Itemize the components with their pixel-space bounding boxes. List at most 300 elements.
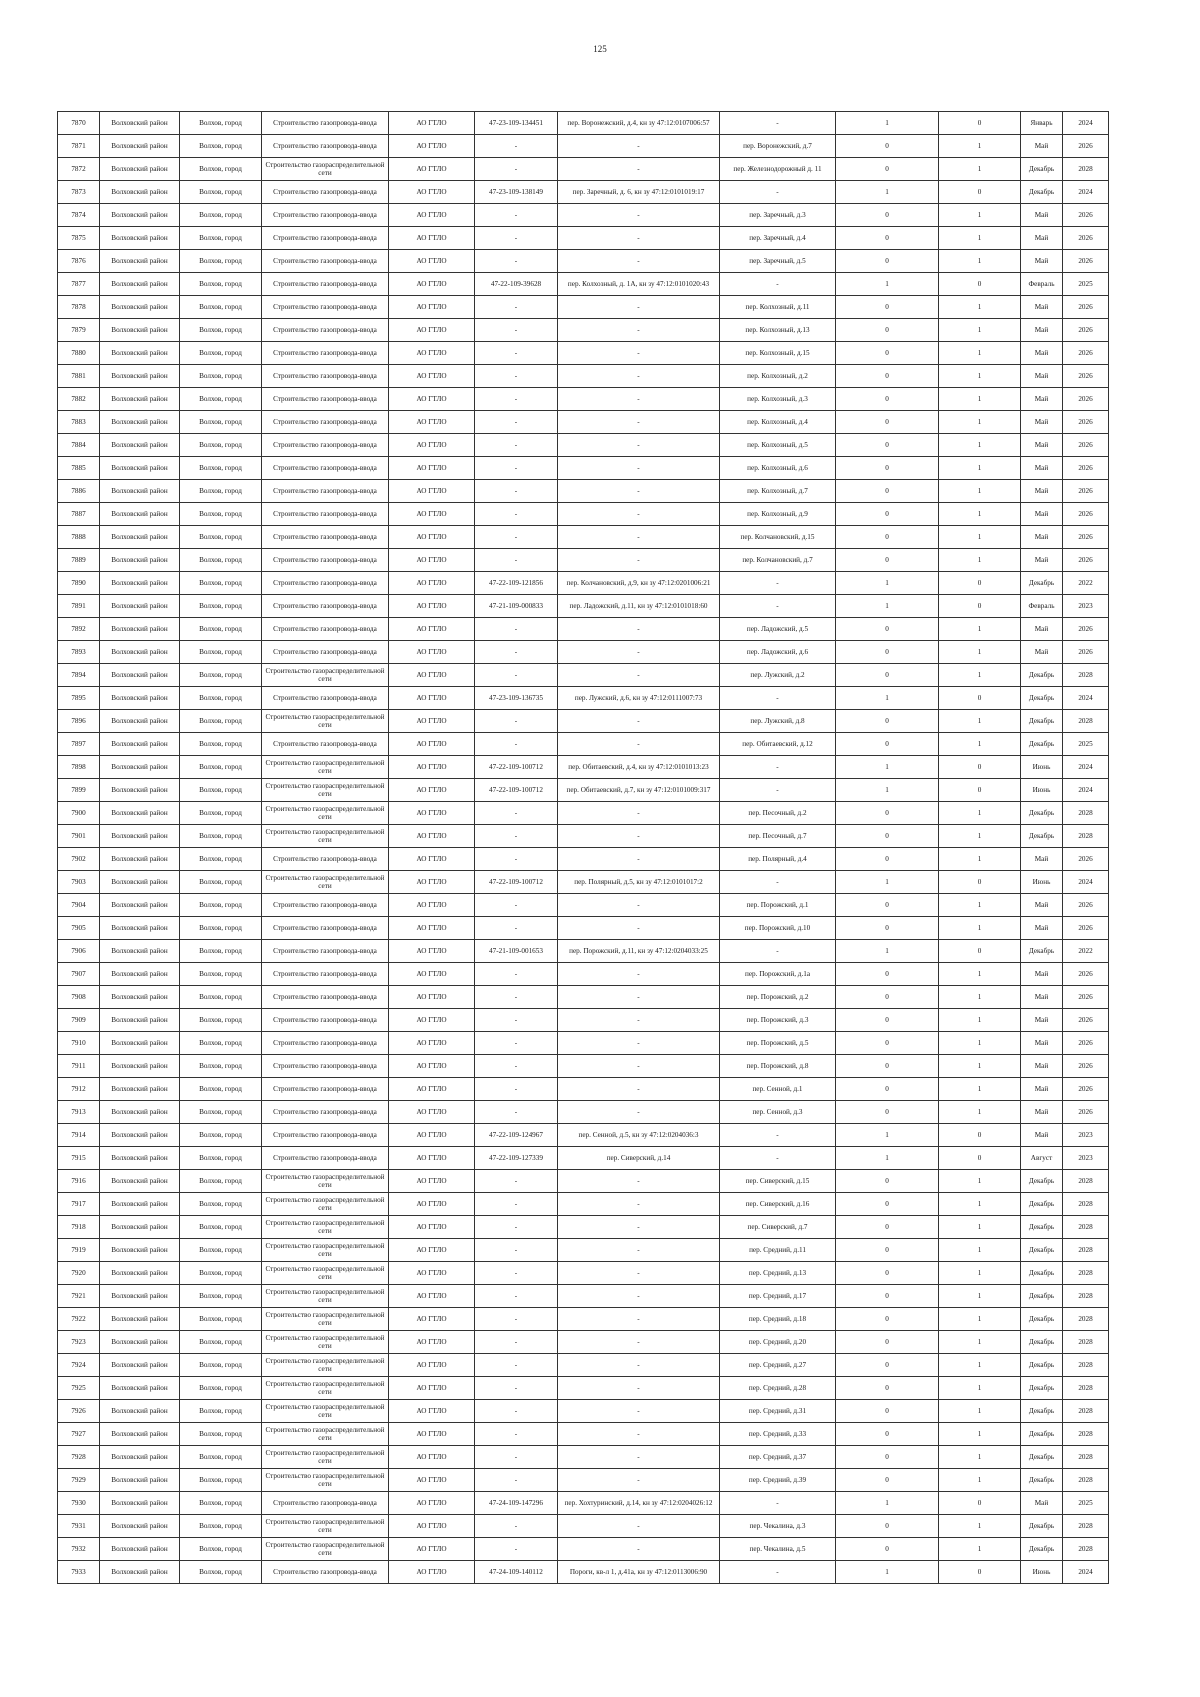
object-address-cell: - <box>558 618 720 641</box>
settlement-cell: Волхов, город <box>180 779 262 802</box>
organization-cell: АО ГТЛО <box>389 986 475 1009</box>
planned-address-cell: пер. Ладожский, д.6 <box>720 641 836 664</box>
contract-number-cell: - <box>475 1377 558 1400</box>
organization-cell: АО ГТЛО <box>389 1331 475 1354</box>
planned-count-cell: 1 <box>939 319 1021 342</box>
planned-address-cell: пер. Средний, д.17 <box>720 1285 836 1308</box>
settlement-cell: Волхов, город <box>180 1193 262 1216</box>
object-address-cell: - <box>558 1262 720 1285</box>
planned-address-cell: пер. Средний, д.31 <box>720 1400 836 1423</box>
work-type-cell: Строительство газопровода-ввода <box>262 1032 389 1055</box>
contract-number-cell: - <box>475 1515 558 1538</box>
row-number-cell: 7916 <box>58 1170 100 1193</box>
settlement-cell: Волхов, город <box>180 917 262 940</box>
contract-number-cell: - <box>475 963 558 986</box>
district-cell: Волховский район <box>100 1446 180 1469</box>
organization-cell: АО ГТЛО <box>389 871 475 894</box>
planned-count-cell: 0 <box>939 940 1021 963</box>
district-cell: Волховский район <box>100 848 180 871</box>
planned-count-cell: 1 <box>939 1032 1021 1055</box>
year-cell: 2022 <box>1063 940 1109 963</box>
year-cell: 2028 <box>1063 1308 1109 1331</box>
planned-count-cell: 0 <box>939 1492 1021 1515</box>
planned-address-cell: пер. Средний, д.11 <box>720 1239 836 1262</box>
month-cell: Февраль <box>1021 595 1063 618</box>
table-row <box>58 342 1109 365</box>
month-cell: Июнь <box>1021 779 1063 802</box>
settlement-cell: Волхов, город <box>180 940 262 963</box>
planned-count-cell: 1 <box>939 1078 1021 1101</box>
work-type-cell: Строительство газопровода-ввода <box>262 549 389 572</box>
row-number-cell: 7912 <box>58 1078 100 1101</box>
object-address-cell: пер. Ладожский, д.11, кн зу 47:12:0101018:60 <box>558 595 720 618</box>
table-row <box>58 733 1109 756</box>
district-cell: Волховский район <box>100 802 180 825</box>
row-number-cell: 7884 <box>58 434 100 457</box>
organization-cell: АО ГТЛО <box>389 1446 475 1469</box>
district-cell: Волховский район <box>100 1377 180 1400</box>
row-number-cell: 7926 <box>58 1400 100 1423</box>
year-cell: 2026 <box>1063 917 1109 940</box>
table-row <box>58 1285 1109 1308</box>
month-cell: Декабрь <box>1021 1331 1063 1354</box>
connected-count-cell: 1 <box>836 779 939 802</box>
contract-number-cell: - <box>475 411 558 434</box>
object-address-cell: - <box>558 1101 720 1124</box>
month-cell: Май <box>1021 1124 1063 1147</box>
year-cell: 2028 <box>1063 1262 1109 1285</box>
work-type-cell: Строительство газораспределительной сети <box>262 802 389 825</box>
settlement-cell: Волхов, город <box>180 1492 262 1515</box>
district-cell: Волховский район <box>100 250 180 273</box>
planned-address-cell: пер. Порожский, д.3 <box>720 1009 836 1032</box>
table-row <box>58 963 1109 986</box>
planned-address-cell: пер. Порожский, д.1 <box>720 894 836 917</box>
connected-count-cell: 1 <box>836 756 939 779</box>
table-row <box>58 641 1109 664</box>
organization-cell: АО ГТЛО <box>389 1101 475 1124</box>
month-cell: Декабрь <box>1021 687 1063 710</box>
object-address-cell: пер. Заречный, д. 6, кн зу 47:12:0101019:17 <box>558 181 720 204</box>
district-cell: Волховский район <box>100 733 180 756</box>
row-number-cell: 7928 <box>58 1446 100 1469</box>
planned-address-cell: пер. Средний, д.18 <box>720 1308 836 1331</box>
organization-cell: АО ГТЛО <box>389 1377 475 1400</box>
object-address-cell: - <box>558 917 720 940</box>
connected-count-cell: 0 <box>836 1078 939 1101</box>
connected-count-cell: 0 <box>836 1193 939 1216</box>
year-cell: 2028 <box>1063 1423 1109 1446</box>
contract-number-cell: 47-21-109-001653 <box>475 940 558 963</box>
planned-count-cell: 1 <box>939 1216 1021 1239</box>
work-type-cell: Строительство газопровода-ввода <box>262 963 389 986</box>
year-cell: 2026 <box>1063 342 1109 365</box>
object-address-cell: - <box>558 986 720 1009</box>
row-number-cell: 7920 <box>58 1262 100 1285</box>
organization-cell: АО ГТЛО <box>389 894 475 917</box>
year-cell: 2026 <box>1063 549 1109 572</box>
settlement-cell: Волхов, город <box>180 411 262 434</box>
month-cell: Май <box>1021 296 1063 319</box>
object-address-cell: - <box>558 319 720 342</box>
contract-number-cell: - <box>475 1331 558 1354</box>
district-cell: Волховский район <box>100 112 180 135</box>
organization-cell: АО ГТЛО <box>389 434 475 457</box>
district-cell: Волховский район <box>100 1400 180 1423</box>
planned-address-cell: пер. Заречный, д.4 <box>720 227 836 250</box>
object-address-cell: - <box>558 549 720 572</box>
organization-cell: АО ГТЛО <box>389 1055 475 1078</box>
work-type-cell: Строительство газораспределительной сети <box>262 158 389 181</box>
row-number-cell: 7931 <box>58 1515 100 1538</box>
contract-number-cell: - <box>475 135 558 158</box>
connected-count-cell: 0 <box>836 250 939 273</box>
district-cell: Волховский район <box>100 1285 180 1308</box>
organization-cell: АО ГТЛО <box>389 112 475 135</box>
table-row <box>58 802 1109 825</box>
district-cell: Волховский район <box>100 296 180 319</box>
table-row <box>58 1216 1109 1239</box>
work-type-cell: Строительство газопровода-ввода <box>262 917 389 940</box>
connected-count-cell: 0 <box>836 1262 939 1285</box>
district-cell: Волховский район <box>100 779 180 802</box>
connected-count-cell: 0 <box>836 1469 939 1492</box>
district-cell: Волховский район <box>100 1515 180 1538</box>
row-number-cell: 7885 <box>58 457 100 480</box>
planned-address-cell: - <box>720 572 836 595</box>
settlement-cell: Волхов, город <box>180 664 262 687</box>
table-row <box>58 1469 1109 1492</box>
planned-address-cell: пер. Средний, д.37 <box>720 1446 836 1469</box>
work-type-cell: Строительство газораспределительной сети <box>262 1446 389 1469</box>
planned-count-cell: 0 <box>939 779 1021 802</box>
object-address-cell: пер. Сиверский, д.14 <box>558 1147 720 1170</box>
planned-address-cell: пер. Заречный, д.3 <box>720 204 836 227</box>
contract-number-cell: - <box>475 1216 558 1239</box>
organization-cell: АО ГТЛО <box>389 1492 475 1515</box>
settlement-cell: Волхов, город <box>180 1331 262 1354</box>
planned-count-cell: 0 <box>939 871 1021 894</box>
settlement-cell: Волхов, город <box>180 733 262 756</box>
table-row <box>58 1492 1109 1515</box>
object-address-cell: пер. Обитаевский, д.4, кн зу 47:12:0101013:23 <box>558 756 720 779</box>
year-cell: 2026 <box>1063 986 1109 1009</box>
planned-address-cell: - <box>720 1147 836 1170</box>
work-type-cell: Строительство газораспределительной сети <box>262 1354 389 1377</box>
settlement-cell: Волхов, город <box>180 1354 262 1377</box>
month-cell: Май <box>1021 480 1063 503</box>
connected-count-cell: 0 <box>836 710 939 733</box>
row-number-cell: 7924 <box>58 1354 100 1377</box>
connected-count-cell: 1 <box>836 181 939 204</box>
month-cell: Май <box>1021 1492 1063 1515</box>
connected-count-cell: 0 <box>836 664 939 687</box>
connected-count-cell: 0 <box>836 1377 939 1400</box>
planned-address-cell: пер. Порожский, д.5 <box>720 1032 836 1055</box>
year-cell: 2028 <box>1063 825 1109 848</box>
year-cell: 2026 <box>1063 296 1109 319</box>
row-number-cell: 7876 <box>58 250 100 273</box>
year-cell: 2026 <box>1063 1078 1109 1101</box>
table-row <box>58 1377 1109 1400</box>
row-number-cell: 7893 <box>58 641 100 664</box>
organization-cell: АО ГТЛО <box>389 1124 475 1147</box>
year-cell: 2026 <box>1063 963 1109 986</box>
object-address-cell: - <box>558 1331 720 1354</box>
connected-count-cell: 0 <box>836 1216 939 1239</box>
connected-count-cell: 0 <box>836 641 939 664</box>
month-cell: Декабрь <box>1021 825 1063 848</box>
connected-count-cell: 0 <box>836 1170 939 1193</box>
planned-address-cell: - <box>720 1124 836 1147</box>
contract-number-cell: - <box>475 1446 558 1469</box>
work-type-cell: Строительство газопровода-ввода <box>262 1055 389 1078</box>
table-row <box>58 273 1109 296</box>
month-cell: Декабрь <box>1021 1538 1063 1561</box>
month-cell: Февраль <box>1021 273 1063 296</box>
settlement-cell: Волхов, город <box>180 1561 262 1584</box>
table-row <box>58 1262 1109 1285</box>
organization-cell: АО ГТЛО <box>389 1193 475 1216</box>
work-type-cell: Строительство газопровода-ввода <box>262 204 389 227</box>
year-cell: 2026 <box>1063 848 1109 871</box>
organization-cell: АО ГТЛО <box>389 848 475 871</box>
work-type-cell: Строительство газораспределительной сети <box>262 1193 389 1216</box>
planned-address-cell: - <box>720 871 836 894</box>
month-cell: Май <box>1021 1078 1063 1101</box>
table-row <box>58 526 1109 549</box>
district-cell: Волховский район <box>100 664 180 687</box>
planned-count-cell: 1 <box>939 1308 1021 1331</box>
settlement-cell: Волхов, город <box>180 572 262 595</box>
district-cell: Волховский район <box>100 894 180 917</box>
district-cell: Волховский район <box>100 572 180 595</box>
row-number-cell: 7882 <box>58 388 100 411</box>
month-cell: Декабрь <box>1021 572 1063 595</box>
work-type-cell: Строительство газораспределительной сети <box>262 1538 389 1561</box>
connected-count-cell: 0 <box>836 963 939 986</box>
row-number-cell: 7879 <box>58 319 100 342</box>
contract-number-cell: - <box>475 227 558 250</box>
connected-count-cell: 0 <box>836 1285 939 1308</box>
row-number-cell: 7902 <box>58 848 100 871</box>
contract-number-cell: - <box>475 319 558 342</box>
district-cell: Волховский район <box>100 1239 180 1262</box>
planned-address-cell: пер. Колчановский, д.15 <box>720 526 836 549</box>
planned-address-cell: пер. Песочный, д.7 <box>720 825 836 848</box>
settlement-cell: Волхов, город <box>180 135 262 158</box>
work-type-cell: Строительство газопровода-ввода <box>262 342 389 365</box>
planned-address-cell: пер. Колхозный, д.7 <box>720 480 836 503</box>
year-cell: 2028 <box>1063 710 1109 733</box>
settlement-cell: Волхов, город <box>180 687 262 710</box>
year-cell: 2026 <box>1063 250 1109 273</box>
district-cell: Волховский район <box>100 1423 180 1446</box>
month-cell: Декабрь <box>1021 1262 1063 1285</box>
table-row <box>58 687 1109 710</box>
district-cell: Волховский район <box>100 1147 180 1170</box>
work-type-cell: Строительство газопровода-ввода <box>262 273 389 296</box>
contract-number-cell: - <box>475 825 558 848</box>
row-number-cell: 7913 <box>58 1101 100 1124</box>
object-address-cell: - <box>558 1308 720 1331</box>
planned-count-cell: 1 <box>939 503 1021 526</box>
object-address-cell: пер. Воронежский, д.4, кн зу 47:12:0107006:57 <box>558 112 720 135</box>
organization-cell: АО ГТЛО <box>389 388 475 411</box>
planned-count-cell: 1 <box>939 1193 1021 1216</box>
contract-number-cell: - <box>475 1078 558 1101</box>
row-number-cell: 7904 <box>58 894 100 917</box>
contract-number-cell: 47-24-109-140112 <box>475 1561 558 1584</box>
object-address-cell: - <box>558 457 720 480</box>
object-address-cell: - <box>558 664 720 687</box>
object-address-cell: - <box>558 733 720 756</box>
table-row <box>58 181 1109 204</box>
row-number-cell: 7898 <box>58 756 100 779</box>
object-address-cell: - <box>558 503 720 526</box>
month-cell: Май <box>1021 250 1063 273</box>
organization-cell: АО ГТЛО <box>389 250 475 273</box>
object-address-cell: - <box>558 641 720 664</box>
year-cell: 2028 <box>1063 1377 1109 1400</box>
row-number-cell: 7871 <box>58 135 100 158</box>
district-cell: Волховский район <box>100 1492 180 1515</box>
contract-number-cell: - <box>475 1055 558 1078</box>
work-type-cell: Строительство газораспределительной сети <box>262 1423 389 1446</box>
settlement-cell: Волхов, город <box>180 250 262 273</box>
planned-count-cell: 1 <box>939 1446 1021 1469</box>
planned-address-cell: пер. Чекалина, д.5 <box>720 1538 836 1561</box>
planned-count-cell: 1 <box>939 549 1021 572</box>
month-cell: Декабрь <box>1021 1423 1063 1446</box>
object-address-cell: пер. Лужский, д.6, кн зу 47:12:0111007:73 <box>558 687 720 710</box>
organization-cell: АО ГТЛО <box>389 1239 475 1262</box>
planned-count-cell: 1 <box>939 388 1021 411</box>
planned-count-cell: 1 <box>939 848 1021 871</box>
planned-count-cell: 1 <box>939 1331 1021 1354</box>
table-row <box>58 1009 1109 1032</box>
row-number-cell: 7895 <box>58 687 100 710</box>
connected-count-cell: 0 <box>836 388 939 411</box>
connected-count-cell: 0 <box>836 342 939 365</box>
planned-count-cell: 1 <box>939 1285 1021 1308</box>
planned-count-cell: 1 <box>939 365 1021 388</box>
contract-number-cell: - <box>475 1239 558 1262</box>
district-cell: Волховский район <box>100 595 180 618</box>
planned-count-cell: 1 <box>939 641 1021 664</box>
month-cell: Декабрь <box>1021 1446 1063 1469</box>
planned-address-cell: пер. Средний, д.20 <box>720 1331 836 1354</box>
table-row <box>58 986 1109 1009</box>
district-cell: Волховский район <box>100 342 180 365</box>
work-type-cell: Строительство газораспределительной сети <box>262 825 389 848</box>
district-cell: Волховский район <box>100 549 180 572</box>
object-address-cell: пер. Полярный, д.5, кн зу 47:12:0101017:2 <box>558 871 720 894</box>
organization-cell: АО ГТЛО <box>389 940 475 963</box>
connected-count-cell: 0 <box>836 480 939 503</box>
district-cell: Волховский район <box>100 526 180 549</box>
organization-cell: АО ГТЛО <box>389 1400 475 1423</box>
district-cell: Волховский район <box>100 917 180 940</box>
connected-count-cell: 0 <box>836 1308 939 1331</box>
object-address-cell: - <box>558 802 720 825</box>
organization-cell: АО ГТЛО <box>389 802 475 825</box>
district-cell: Волховский район <box>100 687 180 710</box>
row-number-cell: 7908 <box>58 986 100 1009</box>
district-cell: Волховский район <box>100 963 180 986</box>
object-address-cell: - <box>558 1446 720 1469</box>
contract-number-cell: - <box>475 250 558 273</box>
work-type-cell: Строительство газораспределительной сети <box>262 1469 389 1492</box>
settlement-cell: Волхов, город <box>180 1101 262 1124</box>
month-cell: Май <box>1021 342 1063 365</box>
connected-count-cell: 1 <box>836 1492 939 1515</box>
planned-address-cell: пер. Средний, д.28 <box>720 1377 836 1400</box>
contract-number-cell: - <box>475 296 558 319</box>
planned-count-cell: 1 <box>939 250 1021 273</box>
contract-number-cell: 47-23-109-136735 <box>475 687 558 710</box>
row-number-cell: 7917 <box>58 1193 100 1216</box>
planned-count-cell: 1 <box>939 1400 1021 1423</box>
month-cell: Май <box>1021 526 1063 549</box>
connected-count-cell: 0 <box>836 457 939 480</box>
year-cell: 2026 <box>1063 894 1109 917</box>
month-cell: Июнь <box>1021 871 1063 894</box>
district-cell: Волховский район <box>100 756 180 779</box>
settlement-cell: Волхов, город <box>180 112 262 135</box>
work-type-cell: Строительство газопровода-ввода <box>262 296 389 319</box>
row-number-cell: 7922 <box>58 1308 100 1331</box>
district-cell: Волховский район <box>100 1354 180 1377</box>
month-cell: Декабрь <box>1021 1285 1063 1308</box>
organization-cell: АО ГТЛО <box>389 1078 475 1101</box>
planned-count-cell: 1 <box>939 1262 1021 1285</box>
year-cell: 2024 <box>1063 687 1109 710</box>
contract-number-cell: - <box>475 917 558 940</box>
table-row <box>58 1055 1109 1078</box>
year-cell: 2028 <box>1063 1285 1109 1308</box>
district-cell: Волховский район <box>100 135 180 158</box>
organization-cell: АО ГТЛО <box>389 1147 475 1170</box>
month-cell: Декабрь <box>1021 1354 1063 1377</box>
month-cell: Декабрь <box>1021 1515 1063 1538</box>
year-cell: 2025 <box>1063 1492 1109 1515</box>
planned-address-cell: пер. Сиверский, д.16 <box>720 1193 836 1216</box>
work-type-cell: Строительство газопровода-ввода <box>262 986 389 1009</box>
row-number-cell: 7891 <box>58 595 100 618</box>
object-address-cell: - <box>558 710 720 733</box>
connected-count-cell: 0 <box>836 848 939 871</box>
month-cell: Декабрь <box>1021 802 1063 825</box>
work-type-cell: Строительство газопровода-ввода <box>262 595 389 618</box>
month-cell: Май <box>1021 365 1063 388</box>
district-cell: Волховский район <box>100 825 180 848</box>
row-number-cell: 7889 <box>58 549 100 572</box>
work-type-cell: Строительство газопровода-ввода <box>262 1009 389 1032</box>
connected-count-cell: 0 <box>836 158 939 181</box>
work-type-cell: Строительство газораспределительной сети <box>262 1400 389 1423</box>
object-address-cell: - <box>558 963 720 986</box>
planned-count-cell: 1 <box>939 1515 1021 1538</box>
contract-number-cell: - <box>475 641 558 664</box>
district-cell: Волховский район <box>100 388 180 411</box>
object-address-cell: пер. Сенной, д.5, кн зу 47:12:0204036:3 <box>558 1124 720 1147</box>
planned-address-cell: - <box>720 779 836 802</box>
contract-number-cell: 47-23-109-138149 <box>475 181 558 204</box>
row-number-cell: 7909 <box>58 1009 100 1032</box>
month-cell: Май <box>1021 894 1063 917</box>
organization-cell: АО ГТЛО <box>389 158 475 181</box>
